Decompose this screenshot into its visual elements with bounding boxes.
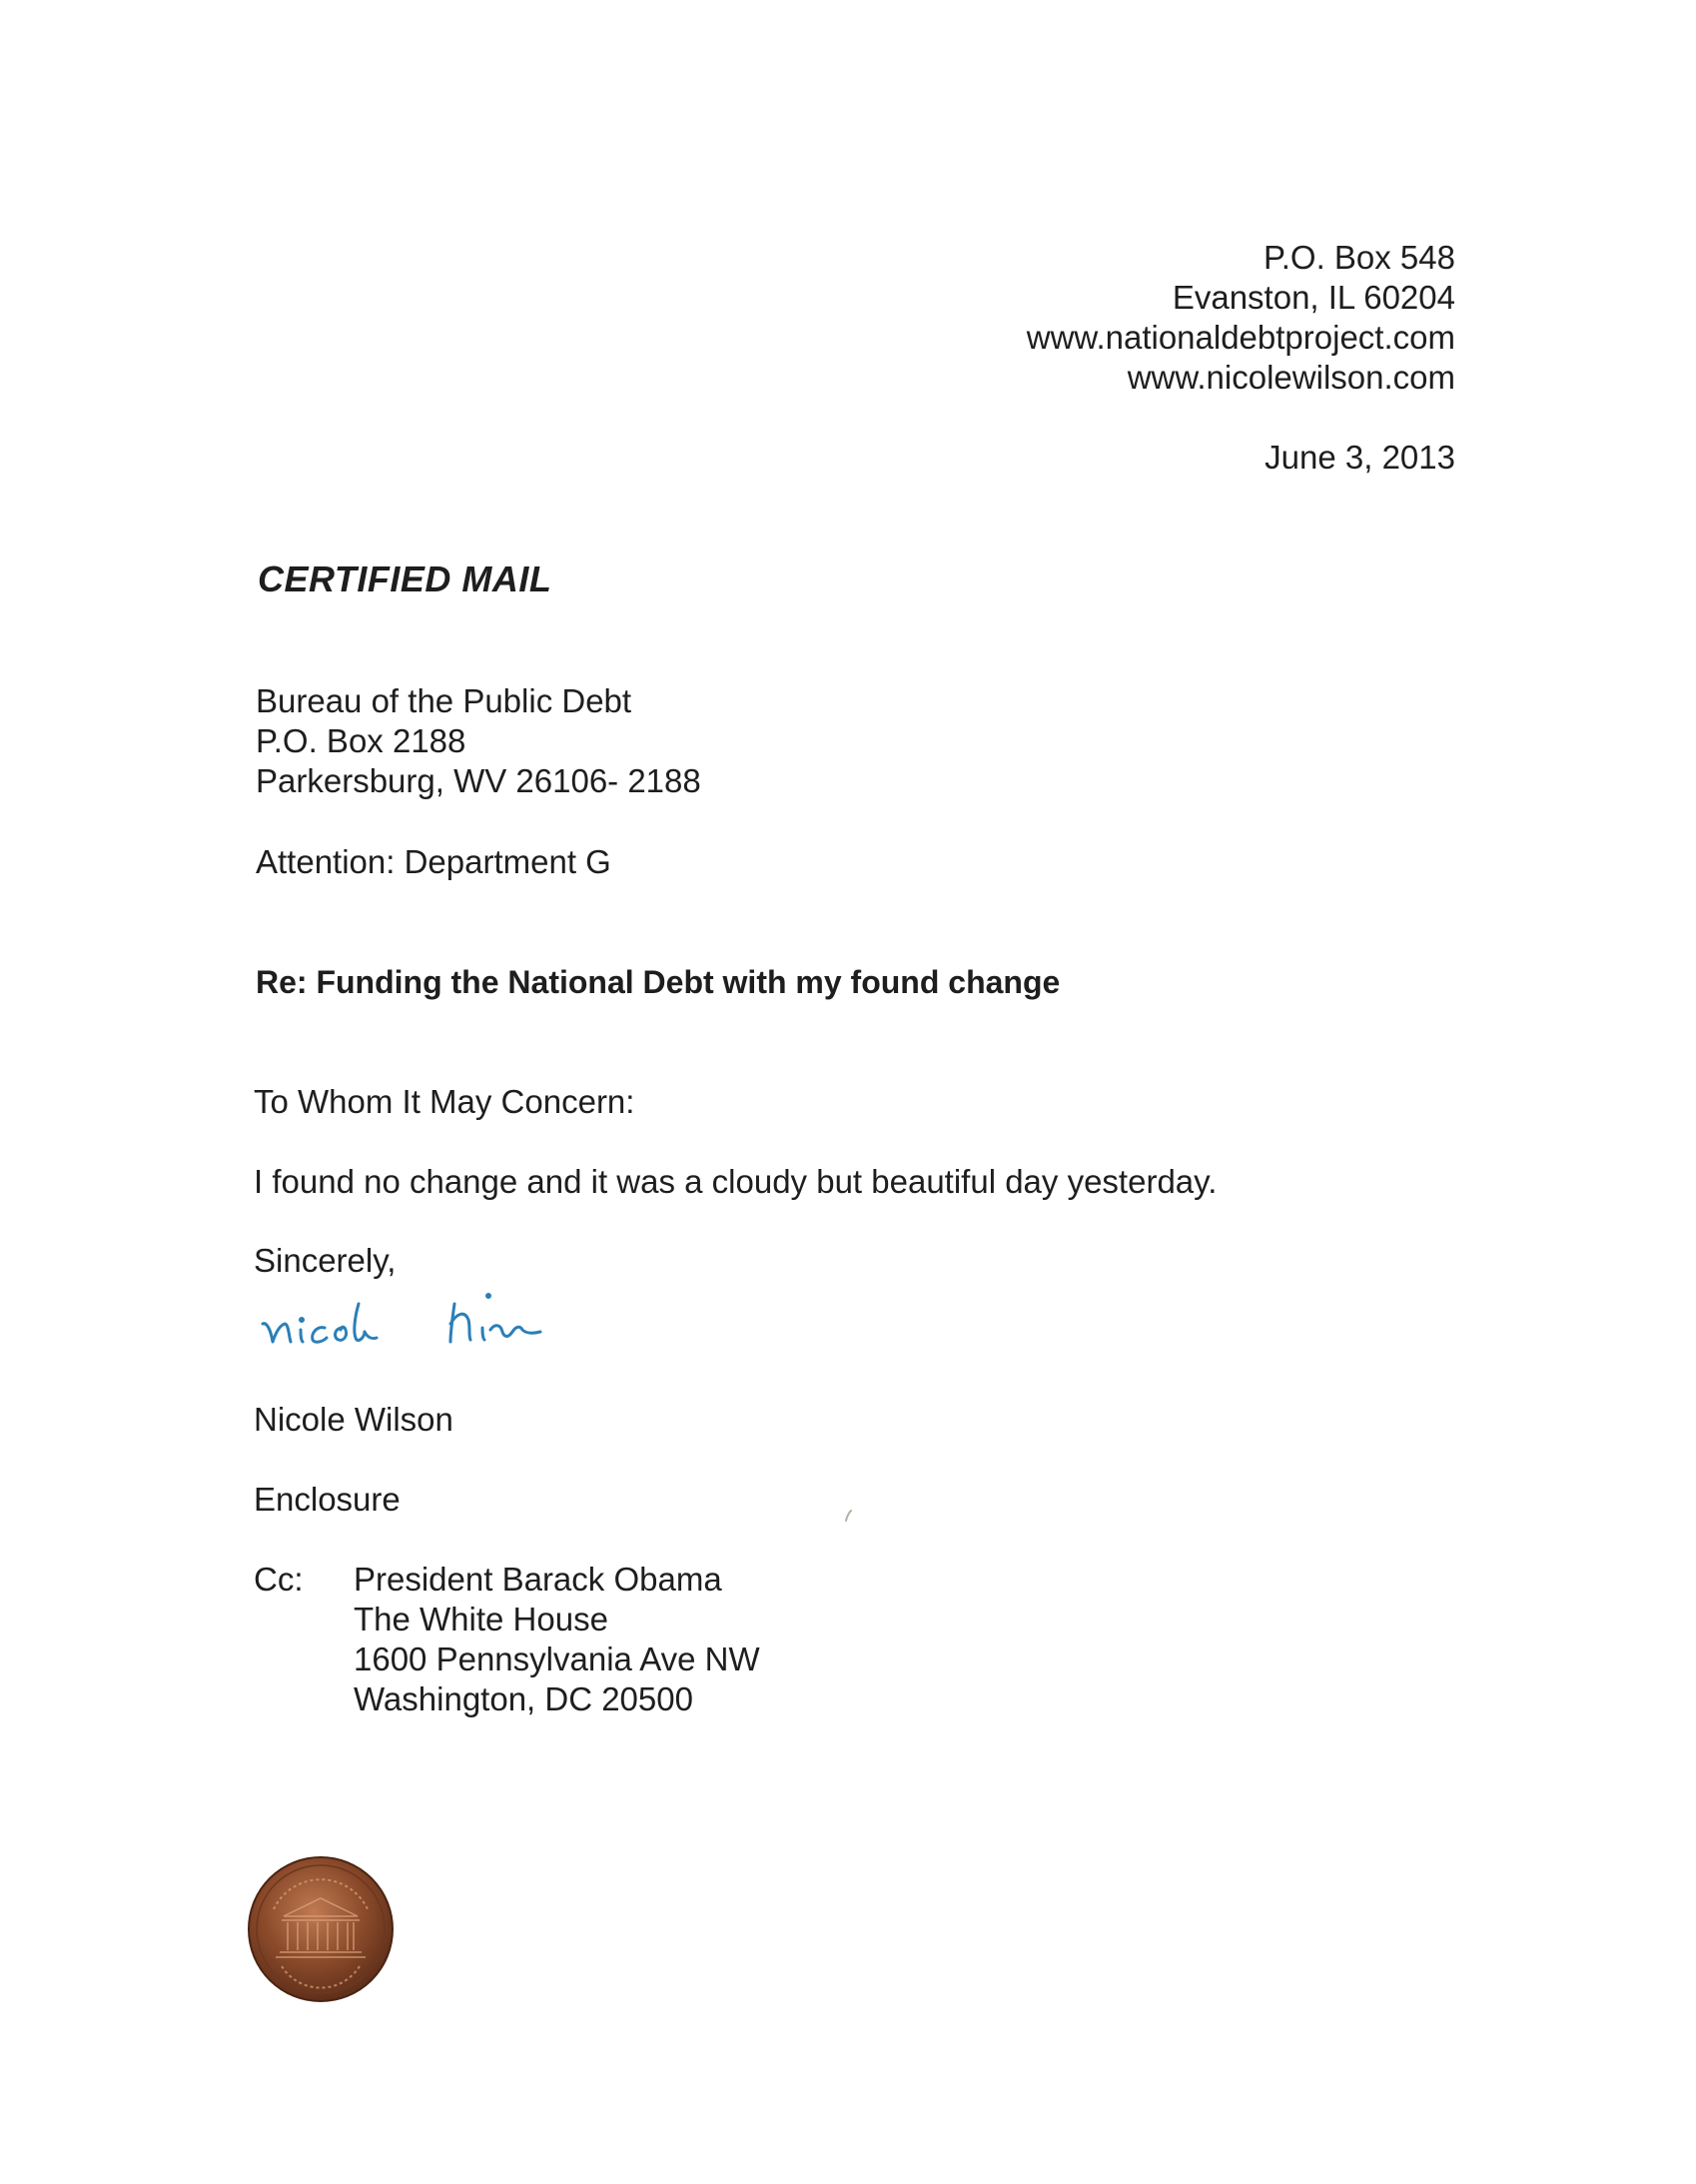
cc-label: Cc: <box>254 1561 304 1598</box>
paper-speck <box>845 1510 853 1522</box>
cc-block <box>254 1560 760 1719</box>
recipient-name: Bureau of the Public Debt <box>256 682 632 719</box>
sender-city-line: Evanston, IL 60204 <box>1172 279 1455 316</box>
letter-body: I found no change and it was a cloudy but beautiful day yesterday. <box>254 1163 1218 1200</box>
salutation: To Whom It May Concern: <box>254 1083 635 1120</box>
recipient-city-line: Parkersburg, WV 26106- 2188 <box>256 762 701 799</box>
attention-line: Attention: Department G <box>256 843 611 880</box>
enclosure-note: Enclosure <box>254 1481 401 1518</box>
cc-line: Washington, DC 20500 <box>354 1680 693 1717</box>
cc-line: The White House <box>354 1601 608 1638</box>
sender-website-1: www.nationaldebtproject.com <box>1026 319 1455 356</box>
subject-line: Re: Funding the National Debt with my found change <box>256 964 1061 1000</box>
recipient-address <box>256 681 701 801</box>
recipient-po-box: P.O. Box 2188 <box>256 722 466 759</box>
penny-coin-image <box>246 1854 396 2004</box>
cc-line: President Barack Obama <box>354 1561 722 1598</box>
certified-mail-heading: CERTIFIED MAIL <box>258 558 552 599</box>
sender-po-box: P.O. Box 548 <box>1263 239 1455 276</box>
sender-website-2: www.nicolewilson.com <box>1127 359 1455 396</box>
cc-address <box>354 1560 760 1719</box>
sender-address <box>1027 238 1455 398</box>
handwritten-signature <box>255 1284 594 1364</box>
cc-line: 1600 Pennsylvania Ave NW <box>354 1640 760 1677</box>
signer-name: Nicole Wilson <box>254 1401 453 1438</box>
letter-date: June 3, 2013 <box>1265 439 1455 476</box>
closing: Sincerely, <box>254 1242 397 1279</box>
